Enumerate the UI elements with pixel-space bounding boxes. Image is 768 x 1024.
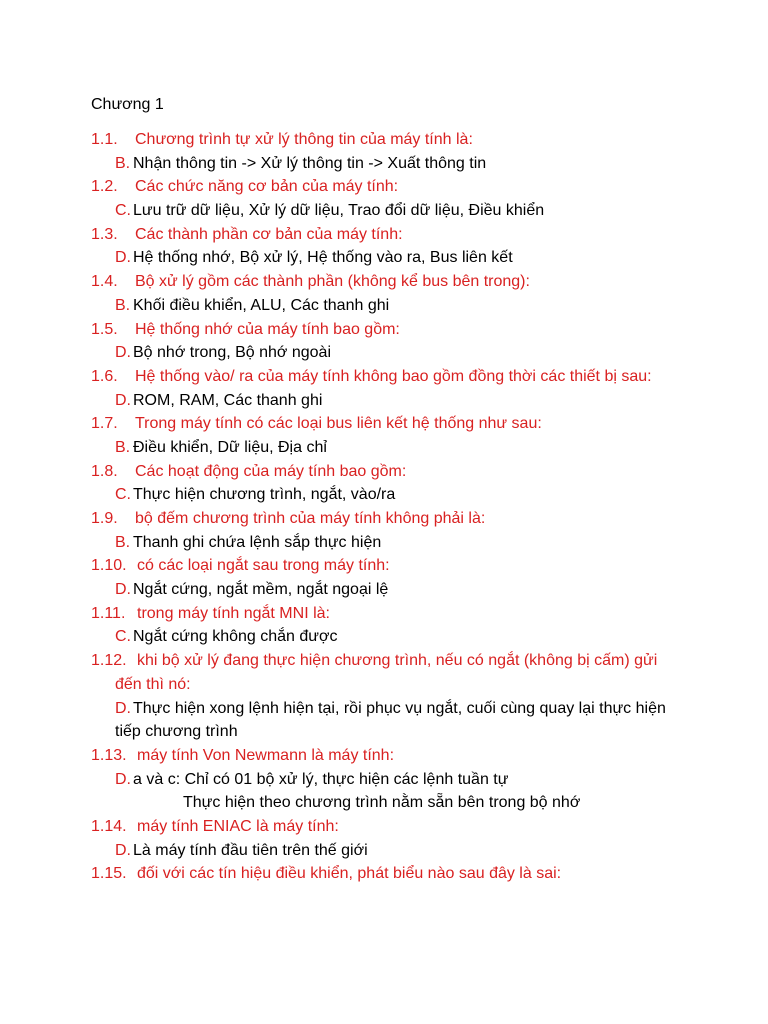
question-1-14 (0, 815, 768, 839)
answer-text: Thanh ghi chứa lệnh sắp thực hiện (133, 533, 382, 551)
question-number: 1.10. (91, 557, 127, 575)
question-1-12 (0, 649, 768, 673)
question-number: 1.3. (91, 225, 118, 243)
question-text: Chương trình tự xử lý thông tin của máy tính là: (135, 131, 473, 148)
answer-1-6 (0, 389, 768, 413)
answer-text: Là máy tính đầu tiên trên thế giới (133, 841, 368, 859)
answer-text: Hệ thống nhớ, Bộ xử lý, Hệ thống vào ra, Bus liên kết (133, 249, 513, 267)
question-1-6 (0, 365, 768, 389)
question-1-5 (0, 318, 768, 342)
answer-letter: D. (115, 249, 131, 267)
answer-1-14 (0, 839, 768, 863)
question-text: Trong máy tính có các loại bus liên kết hệ thống như sau: (135, 415, 542, 433)
answer-text: ROM, RAM, Các thanh ghi (133, 391, 323, 409)
question-text-continuation: đến thì nó: (115, 675, 191, 693)
answer-letter: C. (115, 628, 131, 646)
answer-letter: C. (115, 202, 131, 220)
question-number: 1.13. (91, 746, 127, 764)
answer-1-9 (0, 531, 768, 555)
question-1-9 (0, 507, 768, 531)
answer-1-7 (0, 436, 768, 460)
answer-1-13-continuation (0, 791, 768, 815)
question-list (0, 128, 768, 886)
answer-letter: B. (115, 533, 131, 551)
answer-letter: D. (115, 770, 131, 788)
answer-text: Điều khiển, Dữ liệu, Địa chỉ (133, 438, 327, 456)
answer-1-11 (0, 625, 768, 649)
question-text: máy tính ENIAC là máy tính: (137, 817, 339, 835)
question-number: 1.14. (91, 817, 127, 835)
question-number: 1.7. (91, 415, 118, 433)
question-text: khi bộ xử lý đang thực hiện chương trình, nếu có ngắt (không bị cấm) gửi (137, 652, 658, 670)
answer-1-12 (0, 697, 768, 721)
answer-letter: C. (115, 486, 131, 504)
question-1-3 (0, 223, 768, 247)
question-number: 1.15. (91, 865, 127, 883)
answer-1-10 (0, 578, 768, 602)
answer-1-3 (0, 246, 768, 270)
question-number: 1.5. (91, 320, 118, 338)
question-1-4 (0, 270, 768, 294)
answer-text: Khối điều khiển, ALU, Các thanh ghi (133, 296, 390, 314)
question-number: 1.2. (91, 178, 118, 196)
question-number: 1.9. (91, 510, 118, 527)
question-number: 1.1. (91, 131, 118, 148)
question-text: Hệ thống nhớ của máy tính bao gồm: (135, 320, 400, 338)
answer-text: Ngắt cứng không chắn được (133, 628, 338, 646)
question-1-7 (0, 412, 768, 436)
answer-text: Lưu trữ dữ liệu, Xử lý dữ liệu, Trao đổi dữ liệu, Điều khiển (133, 202, 545, 220)
chapter-title: Chương 1 (91, 96, 164, 113)
question-1-15 (0, 862, 768, 886)
answer-1-13 (0, 768, 768, 792)
question-1-8 (0, 460, 768, 484)
question-text: trong máy tính ngắt MNI là: (137, 604, 330, 622)
answer-1-8 (0, 483, 768, 507)
question-text: có các loại ngắt sau trong máy tính: (137, 557, 390, 575)
question-1-10 (0, 554, 768, 578)
question-1-13 (0, 744, 768, 768)
question-text: máy tính Von Newmann là máy tính: (137, 746, 395, 764)
answer-1-2 (0, 199, 768, 223)
question-number: 1.11. (91, 604, 126, 622)
answer-1-5 (0, 341, 768, 365)
answer-text-continuation: tiếp chương trình (115, 723, 238, 741)
question-1-12-continuation (0, 673, 768, 697)
answer-text: Ngắt cứng, ngắt mềm, ngắt ngoại lệ (133, 581, 389, 599)
answer-letter: D. (115, 699, 131, 717)
question-1-11 (0, 602, 768, 626)
question-number: 1.8. (91, 462, 118, 480)
answer-text: Thực hiện xong lệnh hiện tại, rồi phục vụ ngắt, cuối cùng quay lại thực hiện (133, 699, 666, 717)
answer-1-4 (0, 294, 768, 318)
question-1-2 (0, 175, 768, 199)
answer-letter: D. (115, 391, 131, 409)
question-text: Các thành phần cơ bản của máy tính: (135, 225, 403, 243)
question-text: đối với các tín hiệu điều khiển, phát biểu nào sau đây là sai: (137, 865, 562, 883)
answer-1-12-continuation (0, 720, 768, 744)
answer-letter: D. (115, 581, 131, 599)
answer-letter: B. (115, 296, 131, 314)
question-text: Hệ thống vào/ ra của máy tính không bao gồm đồng thời các thiết bị sau: (135, 367, 652, 385)
answer-1-1 (0, 152, 768, 176)
answer-letter: D. (115, 344, 131, 362)
answer-text: Nhận thông tin -> Xử lý thông tin -> Xuất thông tin (133, 154, 487, 172)
question-text: bộ đếm chương trình của máy tính không phải là: (135, 510, 486, 527)
answer-text: a và c: Chỉ có 01 bộ xử lý, thực hiện các lệnh tuần tự (133, 770, 509, 788)
answer-text: Thực hiện chương trình, ngắt, vào/ra (133, 486, 396, 504)
answer-letter: B. (115, 154, 131, 172)
question-number: 1.4. (91, 273, 118, 291)
answer-letter: D. (115, 841, 131, 859)
question-text: Các hoạt động của máy tính bao gồm: (135, 462, 407, 480)
question-1-1 (0, 128, 768, 152)
question-number: 1.12. (91, 652, 127, 670)
answer-text: Bộ nhớ trong, Bộ nhớ ngoài (133, 344, 332, 362)
question-text: Các chức năng cơ bản của máy tính: (135, 178, 399, 196)
question-number: 1.6. (91, 367, 118, 385)
question-text: Bộ xử lý gồm các thành phần (không kể bus bên trong): (135, 273, 530, 291)
answer-letter: B. (115, 438, 131, 456)
answer-text-continuation: Thực hiện theo chương trình nằm sẵn bên trong bộ nhớ (183, 794, 581, 812)
